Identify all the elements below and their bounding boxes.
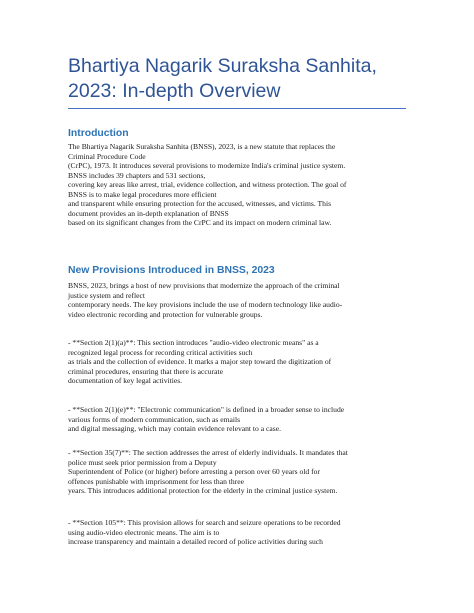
section-heading-new-provisions: New Provisions Introduced in BNSS, 2023 <box>68 265 275 276</box>
provisions-paragraph-section-35-7 <box>68 448 413 496</box>
text-line: BNSS includes 39 chapters and 531 sections, <box>68 170 206 180</box>
text-line: - **Section 2(1)(e)**: "Electronic communication" is defined in a broader sense to include <box>68 405 345 414</box>
document-title <box>68 54 418 104</box>
title-line: Bhartiya Nagarik Suraksha Sanhita, <box>68 55 377 77</box>
text-line: using audio-video electronic means. The aim is to <box>68 527 220 537</box>
text-line: Superintendent of Police (or higher) before arresting a person over 60 years old for <box>68 467 320 476</box>
text-line: as trials and the collection of evidence. It marks a major step toward the digitization of <box>68 357 332 366</box>
text-line: and transparent while ensuring protection for the accused, witnesses, and victims. This <box>68 199 332 208</box>
text-line: criminal procedures, ensuring that there is accurate <box>68 366 223 376</box>
provisions-paragraph-overview <box>68 281 413 319</box>
provisions-paragraph-section-105 <box>68 518 413 547</box>
text-line: BNSS is to make legal procedures more efficient <box>68 189 217 199</box>
text-line: justice system and reflect <box>68 290 145 300</box>
text-line: The Bhartiya Nagarik Suraksha Sanhita (BNSS), 2023, is a new statute that replaces the <box>68 142 336 151</box>
text-line: and digital messaging, which may contain evidence relevant to a case. <box>68 424 281 433</box>
text-line: contemporary needs. The key provisions include the use of modern technology like audio- <box>68 300 343 309</box>
text-line: video electronic recording and protection for vulnerable groups. <box>68 309 263 319</box>
text-line: - **Section 105**: This provision allows for search and seizure operations to be recorded <box>68 518 341 527</box>
text-line: recognized legal process for recording critical activities such <box>68 347 253 357</box>
text-line: - **Section 2(1)(a)**: This section introduces "audio-video electronic means" as a <box>68 338 319 347</box>
text-line: document provides an in-depth explanation of BNSS <box>68 208 229 218</box>
provisions-paragraph-section-2-1-a <box>68 338 413 386</box>
text-line: documentation of key legal activities. <box>68 376 183 385</box>
text-line: years. This introduces additional protection for the elderly in the criminal justice system. <box>68 486 338 495</box>
text-line: based on its significant changes from the CrPC and its impact on modern criminal law. <box>68 218 332 227</box>
title-underline <box>68 108 406 109</box>
text-line: - **Section 35(7)**: The section addresses the arrest of elderly individuals. It mandates that <box>68 448 348 457</box>
text-line: offences punishable with imprisonment for less than three <box>68 476 244 486</box>
text-line: increase transparency and maintain a detailed record of police activities during such <box>68 537 323 546</box>
text-line: police must seek prior permission from a Deputy <box>68 457 217 467</box>
title-line: 2023: In-depth Overview <box>68 80 281 102</box>
introduction-paragraph <box>68 142 413 228</box>
text-line: Criminal Procedure Code <box>68 151 146 161</box>
provisions-paragraph-section-2-1-e <box>68 405 413 434</box>
text-line: various forms of modern communication, such as emails <box>68 414 241 424</box>
text-line: (CrPC), 1973. It introduces several provisions to modernize India's criminal justice system. <box>68 161 346 170</box>
text-line: covering key areas like arrest, trial, evidence collection, and witness protection. The goal of <box>68 180 347 189</box>
text-line: BNSS, 2023, brings a host of new provisions that modernize the approach of the criminal <box>68 281 340 290</box>
section-heading-introduction: Introduction <box>68 128 129 139</box>
